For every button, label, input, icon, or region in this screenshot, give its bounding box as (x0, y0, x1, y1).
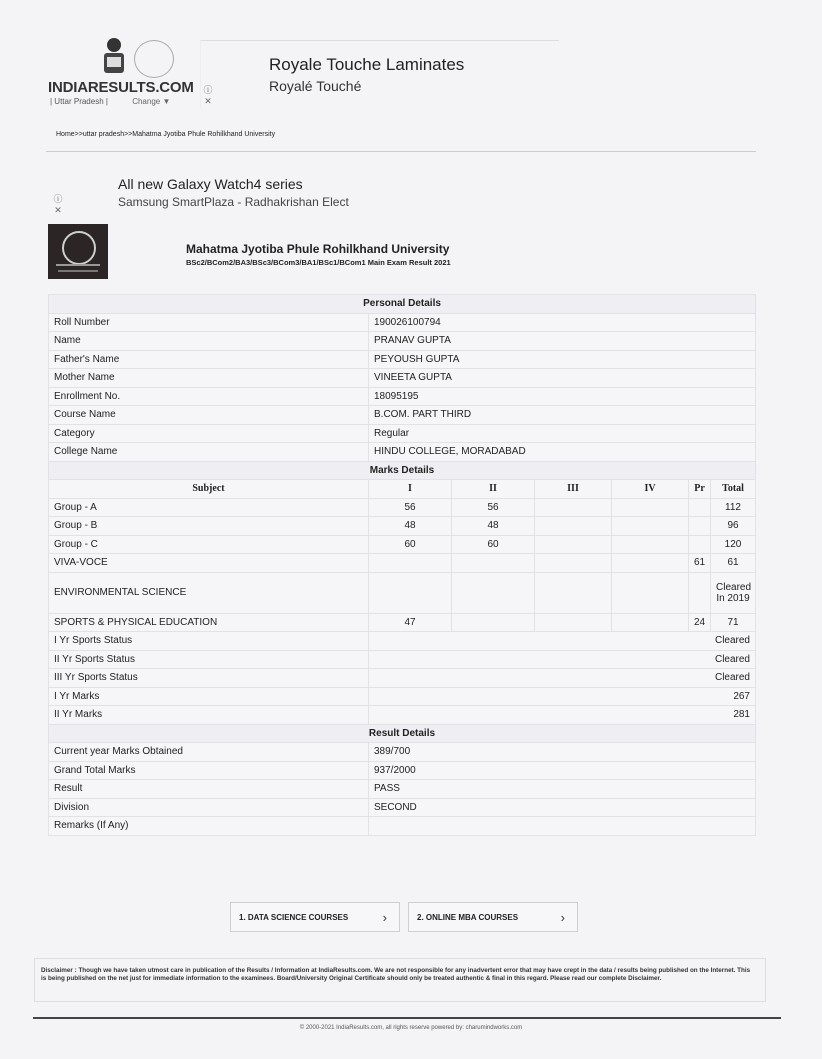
field-value: Regular (369, 424, 756, 443)
result-row (49, 798, 756, 817)
personal-row (49, 313, 756, 332)
result-label: Grand Total Marks (49, 761, 369, 780)
ad-info-icon[interactable]: ⓘ (203, 85, 213, 95)
marks-ii: 56 (452, 498, 535, 517)
course-label: 1. DATA SCIENCE COURSES (239, 913, 349, 922)
marks-iii (535, 554, 612, 573)
result-value: PASS (369, 780, 756, 799)
field-label: College Name (49, 443, 369, 462)
marks-iii (535, 572, 612, 613)
field-label: Roll Number (49, 313, 369, 332)
copyright-text: © 2000-2021 IndiaResults.com, all rights reserve powered by: charumindworks.com (299, 1025, 523, 1031)
marks-total: 61 (711, 554, 756, 573)
top-ad-banner[interactable] (200, 40, 559, 109)
result-label: Current year Marks Obtained (49, 743, 369, 762)
personal-details-heading: Personal Details (49, 295, 756, 314)
chevron-right-icon: › (560, 910, 565, 925)
status-label: I Yr Marks (49, 687, 369, 706)
online-mba-courses-button[interactable] (408, 902, 578, 932)
marks-row (49, 613, 756, 632)
col-iii: III (535, 480, 612, 499)
status-row (49, 687, 756, 706)
status-value: 281 (369, 706, 756, 725)
marks-iv (612, 498, 689, 517)
ad-close-icon[interactable]: ✕ (54, 205, 62, 215)
marks-row (49, 572, 756, 613)
status-row (49, 706, 756, 725)
field-value: VINEETA GUPTA (369, 369, 756, 388)
status-row (49, 632, 756, 651)
disclaimer-box (34, 958, 766, 1002)
subject-name: ENVIRONMENTAL SCIENCE (49, 572, 369, 613)
ad-title: All new Galaxy Watch4 series (118, 176, 303, 192)
result-label: Remarks (If Any) (49, 817, 369, 836)
personal-row (49, 369, 756, 388)
marks-row (49, 498, 756, 517)
marks-pr (689, 572, 711, 613)
marks-iii (535, 517, 612, 536)
status-label: II Yr Sports Status (49, 650, 369, 669)
marks-total: 112 (711, 498, 756, 517)
col-i: I (369, 480, 452, 499)
subject-name: Group - B (49, 517, 369, 536)
result-row (49, 743, 756, 762)
status-label: I Yr Sports Status (49, 632, 369, 651)
field-label: Enrollment No. (49, 387, 369, 406)
change-state-link[interactable]: Change ▼ (132, 97, 171, 106)
personal-row (49, 424, 756, 443)
personal-row (49, 350, 756, 369)
footer-divider (33, 1017, 781, 1019)
marks-total: Cleared In 2019 (711, 572, 756, 613)
site-logo[interactable] (48, 35, 194, 110)
marks-iii (535, 535, 612, 554)
ad-info-icon[interactable]: ⓘ (53, 194, 63, 204)
marks-total: 71 (711, 613, 756, 632)
status-value: Cleared (369, 632, 756, 651)
marks-pr: 24 (689, 613, 711, 632)
result-row (49, 780, 756, 799)
result-label: Division (49, 798, 369, 817)
result-row (49, 817, 756, 836)
personal-row (49, 387, 756, 406)
ad-close-icon[interactable]: ✕ (204, 96, 212, 106)
status-row (49, 669, 756, 688)
marks-iii (535, 498, 612, 517)
result-table (48, 294, 756, 836)
status-label: II Yr Marks (49, 706, 369, 725)
marks-total: 96 (711, 517, 756, 536)
marks-ii (452, 554, 535, 573)
university-logo (48, 224, 108, 279)
field-value: PEYOUSH GUPTA (369, 350, 756, 369)
subject-name: SPORTS & PHYSICAL EDUCATION (49, 613, 369, 632)
exam-title: BSc2/BCom2/BA3/BSc3/BCom3/BA1/BSc1/BCom1 Main Exam Result 2021 (186, 258, 451, 267)
result-value (369, 817, 756, 836)
marks-row (49, 517, 756, 536)
result-row (49, 761, 756, 780)
marks-iv (612, 517, 689, 536)
col-subject: Subject (49, 480, 369, 499)
middle-ad-banner[interactable] (48, 166, 758, 218)
marks-details-heading: Marks Details (49, 461, 756, 480)
result-value: 389/700 (369, 743, 756, 762)
result-value: SECOND (369, 798, 756, 817)
col-pr: Pr (689, 480, 711, 499)
ad-subtitle: Samsung SmartPlaza - Radhakrishan Elect (118, 195, 349, 209)
divider (46, 151, 756, 152)
field-value: B.COM. PART THIRD (369, 406, 756, 425)
field-value: 18095195 (369, 387, 756, 406)
state-label: | Uttar Pradesh | (50, 97, 108, 106)
marks-i: 47 (369, 613, 452, 632)
chevron-right-icon: › (382, 910, 387, 925)
marks-i: 48 (369, 517, 452, 536)
marks-i: 56 (369, 498, 452, 517)
personal-row (49, 443, 756, 462)
marks-ii (452, 613, 535, 632)
marks-ii: 48 (452, 517, 535, 536)
field-value: HINDU COLLEGE, MORADABAD (369, 443, 756, 462)
field-value: PRANAV GUPTA (369, 332, 756, 351)
field-label: Category (49, 424, 369, 443)
marks-total: 120 (711, 535, 756, 554)
ad-subtitle: Royalé Touché (269, 78, 362, 94)
personal-row (49, 406, 756, 425)
marks-ii: 60 (452, 535, 535, 554)
subject-name: Group - C (49, 535, 369, 554)
data-science-courses-button[interactable] (230, 902, 400, 932)
course-label: 2. ONLINE MBA COURSES (417, 913, 519, 922)
field-label: Name (49, 332, 369, 351)
marks-iv (612, 572, 689, 613)
marks-row (49, 554, 756, 573)
result-details-heading: Result Details (49, 724, 756, 743)
status-label: III Yr Sports Status (49, 669, 369, 688)
university-name: Mahatma Jyotiba Phule Rohilkhand University (186, 242, 450, 256)
site-brand: INDIARESULTS.COM (48, 79, 194, 96)
breadcrumb[interactable]: Home>>uttar pradesh>>Mahatma Jyotiba Phule Rohilkhand University (56, 131, 276, 138)
marks-i (369, 572, 452, 613)
result-value: 937/2000 (369, 761, 756, 780)
field-label: Father's Name (49, 350, 369, 369)
marks-i (369, 554, 452, 573)
marks-iv (612, 613, 689, 632)
marks-iv (612, 535, 689, 554)
state-seal-icon (134, 40, 174, 78)
marks-pr (689, 535, 711, 554)
marks-pr: 61 (689, 554, 711, 573)
status-row (49, 650, 756, 669)
subject-name: VIVA-VOCE (49, 554, 369, 573)
result-label: Result (49, 780, 369, 799)
person-mascot-icon (98, 37, 130, 75)
col-ii: II (452, 480, 535, 499)
marks-header-row (49, 480, 756, 499)
personal-row (49, 332, 756, 351)
marks-iii (535, 613, 612, 632)
marks-pr (689, 498, 711, 517)
marks-pr (689, 517, 711, 536)
marks-row (49, 535, 756, 554)
field-label: Mother Name (49, 369, 369, 388)
marks-ii (452, 572, 535, 613)
field-label: Course Name (49, 406, 369, 425)
field-value: 190026100794 (369, 313, 756, 332)
status-value: 267 (369, 687, 756, 706)
subject-name: Group - A (49, 498, 369, 517)
col-iv: IV (612, 480, 689, 499)
status-value: Cleared (369, 650, 756, 669)
marks-iv (612, 554, 689, 573)
marks-i: 60 (369, 535, 452, 554)
col-total: Total (711, 480, 756, 499)
disclaimer-text: Disclaimer : Though we have taken utmost care in publication of the Results / Information at IndiaResults.com. We are not responsible for any inadvertent error that may have crept in the data / results being published on the Internet. This is being published on the net just for immediate information to the examinees. Board/University Original Certificate should only be treated authentic & final in this regard. Please read our complete Disclaimer. (41, 967, 751, 982)
status-value: Cleared (369, 669, 756, 688)
ad-title: Royale Touche Laminates (269, 55, 465, 74)
